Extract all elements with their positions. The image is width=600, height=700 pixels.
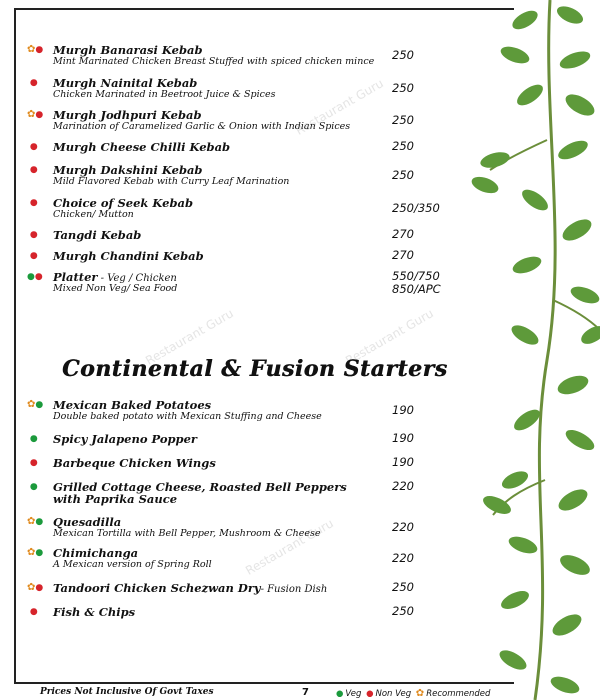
item-marks bbox=[27, 249, 38, 263]
herb-plant-illustration bbox=[455, 0, 600, 700]
item-marks bbox=[27, 581, 43, 595]
item-name: Barbeque Chicken Wings bbox=[53, 456, 216, 470]
recommended-star-icon: ✿ bbox=[27, 399, 36, 410]
recommended-star-icon: ✿ bbox=[415, 688, 425, 699]
item-description: Mint Marinated Chicken Breast Stuffed with spiced chicken mince bbox=[53, 56, 375, 67]
price-note: Prices Not Inclusive Of Govt Taxes bbox=[40, 687, 214, 697]
nonveg-dot-icon: ● bbox=[29, 251, 38, 261]
watermark: Restaurant Guru bbox=[143, 306, 236, 368]
nonveg-dot-icon: ● bbox=[366, 689, 374, 699]
item-name-suffix: - Veg / Chicken bbox=[97, 273, 177, 284]
recommended-star-icon: ✿ bbox=[27, 44, 36, 55]
nonveg-dot-icon: ● bbox=[29, 142, 38, 152]
item-name: Murgh Chandini Kebab bbox=[53, 249, 204, 263]
nonveg-dot-icon: ● bbox=[29, 165, 38, 175]
veg-dot-icon: ● bbox=[336, 689, 344, 699]
item-marks bbox=[27, 196, 38, 210]
item-price: 250 bbox=[392, 580, 414, 594]
nonveg-dot-icon: ● bbox=[35, 45, 44, 55]
item-description: Chicken Marinated in Beetroot Juice & Spices bbox=[53, 89, 276, 100]
item-name: Murgh Nainital Kebab bbox=[53, 76, 198, 90]
item-marks bbox=[27, 140, 38, 154]
item-description: Mixed Non Veg/ Sea Food bbox=[53, 283, 178, 294]
item-name: Murgh Banarasi Kebab bbox=[53, 43, 203, 57]
item-marks bbox=[27, 108, 43, 122]
veg-dot-icon: ● bbox=[29, 482, 38, 492]
nonveg-dot-icon: ● bbox=[35, 583, 44, 593]
nonveg-dot-icon: ● bbox=[29, 78, 38, 88]
legend-recommended-label: Recommended bbox=[426, 689, 491, 699]
item-name: Quesadilla bbox=[53, 515, 122, 529]
item-description: Chicken/ Mutton bbox=[53, 209, 134, 220]
item-marks bbox=[27, 163, 38, 177]
item-marks bbox=[27, 456, 38, 470]
nonveg-dot-icon: ● bbox=[29, 607, 38, 617]
item-description: Mild Flavored Kebab with Curry Leaf Marination bbox=[53, 176, 290, 187]
item-name bbox=[53, 581, 327, 597]
item-price: 250 bbox=[392, 139, 414, 153]
item-price: 250 bbox=[392, 604, 414, 618]
item-name: Murgh Jodhpuri Kebab bbox=[53, 108, 202, 122]
veg-dot-icon: ● bbox=[35, 517, 44, 527]
item-price: 220 bbox=[392, 520, 414, 534]
item-name: Spicy Jalapeno Popper bbox=[53, 432, 197, 446]
item-price: 250 bbox=[392, 81, 414, 95]
watermark: Restaurant Guru bbox=[343, 306, 436, 368]
item-price: 190 bbox=[392, 455, 414, 469]
item-name-text: Platter bbox=[53, 270, 98, 284]
item-description: Mexican Tortilla with Bell Pepper, Mushroom & Cheese bbox=[53, 528, 321, 539]
item-marks bbox=[27, 76, 38, 90]
veg-dot-icon: ● bbox=[35, 548, 44, 558]
nonveg-dot-icon: ● bbox=[29, 198, 38, 208]
item-price: 250 bbox=[392, 113, 414, 127]
item-name: Murgh Cheese Chilli Kebab bbox=[53, 140, 231, 154]
item-price: 220 bbox=[392, 479, 414, 493]
legend-nonveg-label: Non Veg bbox=[375, 689, 412, 699]
item-name: Grilled Cottage Cheese, Roasted Bell Peppers bbox=[53, 480, 347, 494]
nonveg-dot-icon: ● bbox=[29, 458, 38, 468]
item-price: 270 bbox=[392, 248, 414, 262]
section-title: Continental & Fusion Starters bbox=[62, 356, 448, 382]
item-name: Chimichanga bbox=[53, 546, 139, 560]
item-description: A Mexican version of Spring Roll bbox=[53, 559, 212, 570]
item-price-secondary: 850/APC bbox=[392, 282, 441, 296]
item-name: Tangdi Kebab bbox=[53, 228, 142, 242]
item-name: Mexican Baked Potatoes bbox=[53, 398, 212, 412]
item-description: Marination of Caramelized Garlic & Onion with Indian Spices bbox=[53, 121, 351, 132]
item-name-suffix: - Fusion Dish bbox=[260, 584, 328, 595]
item-name-text: Tandoori Chicken Schezwan Dry bbox=[53, 581, 261, 595]
recommended-star-icon: ✿ bbox=[27, 547, 36, 558]
item-price: 550/750 bbox=[392, 269, 440, 283]
item-description: Double baked potato with Mexican Stuffing and Cheese bbox=[53, 411, 322, 422]
item-price: 220 bbox=[392, 551, 414, 565]
item-marks bbox=[27, 480, 38, 494]
item-name-line2: with Paprika Sauce bbox=[53, 492, 178, 506]
item-price: 250 bbox=[392, 168, 414, 182]
nonveg-dot-icon: ● bbox=[34, 272, 43, 282]
nonveg-dot-icon: ● bbox=[29, 230, 38, 240]
recommended-star-icon: ✿ bbox=[27, 516, 36, 527]
item-marks bbox=[27, 228, 38, 242]
watermark: Restaurant Guru bbox=[293, 76, 386, 138]
legend-veg-label: Veg bbox=[345, 689, 362, 699]
item-marks bbox=[27, 398, 43, 412]
item-name: Murgh Dakshini Kebab bbox=[53, 163, 203, 177]
page-number: 7 bbox=[302, 687, 309, 698]
veg-dot-icon: ● bbox=[35, 400, 44, 410]
item-marks bbox=[27, 270, 43, 284]
item-name: Fish & Chips bbox=[53, 605, 136, 619]
item-marks bbox=[27, 432, 38, 446]
item-marks bbox=[27, 43, 43, 57]
item-price: 250 bbox=[392, 48, 414, 62]
item-price: 190 bbox=[392, 431, 414, 445]
veg-dot-icon: ● bbox=[27, 272, 35, 282]
item-name: Choice of Seek Kebab bbox=[53, 196, 193, 210]
item-price: 190 bbox=[392, 403, 414, 417]
item-marks bbox=[27, 605, 38, 619]
nonveg-dot-icon: ● bbox=[35, 110, 44, 120]
recommended-star-icon: ✿ bbox=[27, 109, 36, 120]
item-marks bbox=[27, 546, 43, 560]
item-price: 250/350 bbox=[392, 201, 440, 215]
recommended-star-icon: ✿ bbox=[27, 582, 36, 593]
item-price: 270 bbox=[392, 227, 414, 241]
legend bbox=[336, 688, 492, 699]
veg-dot-icon: ● bbox=[29, 434, 38, 444]
item-marks bbox=[27, 515, 43, 529]
watermark: Restaurant Guru bbox=[243, 516, 336, 578]
